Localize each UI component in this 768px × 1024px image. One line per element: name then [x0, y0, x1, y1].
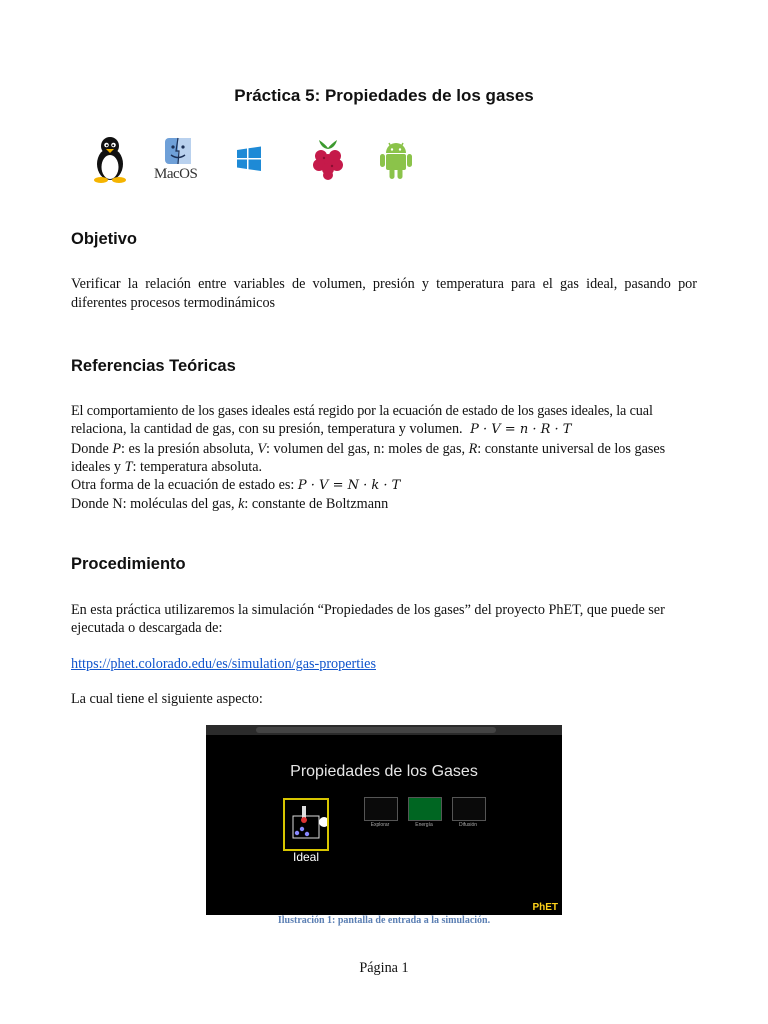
linux-tux-icon [90, 134, 130, 184]
section-heading-objetivo: Objetivo [71, 230, 138, 248]
windows-icon [236, 146, 262, 172]
equation-boltzmann: P · V = N · k · T [297, 478, 401, 494]
equation-ideal-gas: P · V = n · R · T [470, 422, 572, 438]
phet-link[interactable]: https://phet.colorado.edu/es/simulation/gas-properties [71, 656, 376, 672]
explore-thumbnail [364, 797, 398, 821]
macos-icon [153, 136, 207, 186]
diffusion-thumbnail [452, 797, 486, 821]
objetivo-paragraph-end: diferentes procesos termodinámicos [71, 294, 276, 311]
objetivo-paragraph: Verificar la relación entre variables de volumen, presión y temperatura para el gas ideal, pasando por [71, 276, 697, 292]
simulation-title: Propiedades de los Gases [290, 763, 478, 780]
macos-label: MacOS [154, 166, 198, 182]
procedimiento-intro: La cual tiene el siguiente aspecto: [71, 691, 263, 707]
section-heading-referencias: Referencias Teóricas [71, 357, 236, 375]
section-heading-procedimiento: Procedimiento [71, 555, 186, 573]
procedimiento-paragraph: En esta práctica utilizaremos la simulación “Propiedades de los gases” del proyecto PhET, que puede ser ejecutada o descargada de: [71, 602, 665, 637]
referencias-paragraph: El comportamiento de los gases ideales está regido por la ecuación de estado de los gases ideales, la cual relaciona, la cantidad de gas, con su presión, temperatura y volumen. P · V = n · R · T Donde P: es la presión absoluta, V: volumen del gas, n: moles de gas, R: constante universal de los gases ideales y T: temperatura absoluta. Otra forma de la ecuación de estado es: P · V = N · k · T Donde N: moléculas del gas, k: constante de Boltzmann [71, 403, 666, 513]
figure-caption: Ilustración 1: pantalla de entrada a la simulación. [277, 915, 491, 926]
page-title: Práctica 5: Propiedades de los gases [234, 86, 534, 105]
phet-logo: PhET [532, 902, 558, 913]
energy-thumbnail [408, 797, 442, 821]
browser-toolbar [206, 725, 562, 735]
ideal-screen-thumbnail [283, 798, 329, 851]
ideal-label: Ideal [292, 850, 320, 864]
page-number: Página 1 [359, 960, 409, 976]
android-icon [378, 138, 414, 180]
raspberry-pi-icon [309, 136, 347, 182]
simulation-screenshot: Propiedades de los Gases Ideal Explorar Energía Difusión PhET [206, 725, 562, 915]
